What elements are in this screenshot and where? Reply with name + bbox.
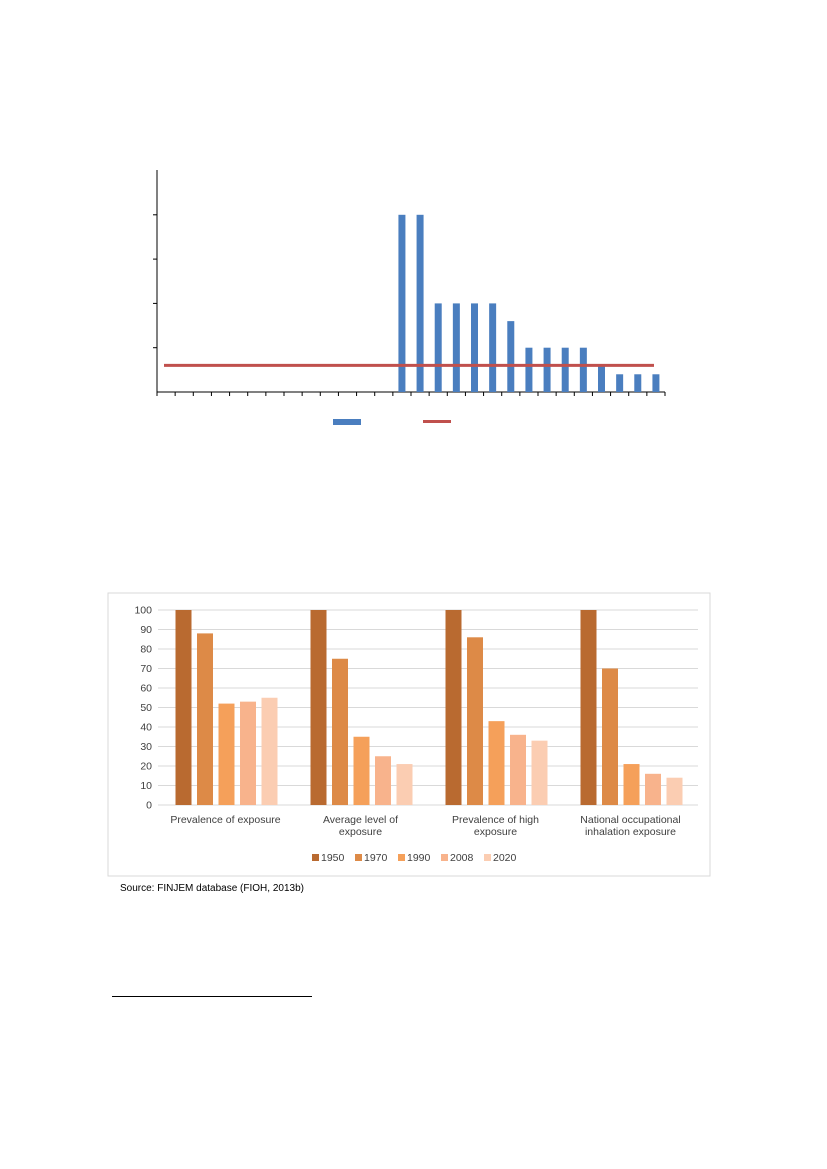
chart-2-y-tick-label: 90 (140, 624, 152, 636)
chart-2-bar (240, 702, 256, 805)
chart-2-bar (602, 669, 618, 806)
chart-2-bar (219, 704, 235, 805)
chart-2-legend-label: 2020 (493, 852, 517, 864)
figure-source-note: Source: FINJEM database (FIOH, 2013b) (120, 883, 304, 894)
chart-2-y-tick-label: 60 (140, 682, 152, 695)
chart-2-y-tick-label: 10 (140, 780, 152, 792)
chart-2-bar (467, 637, 483, 805)
chart-2-bar (624, 764, 640, 805)
chart-2-bar (332, 659, 348, 805)
chart-2-legend-swatch (355, 854, 362, 861)
chart-2-bar (532, 741, 548, 805)
chart-2-bar (581, 610, 597, 805)
chart-2-y-tick-label: 40 (140, 721, 152, 734)
chart-2-bar (354, 737, 370, 805)
footnote-separator (112, 996, 312, 997)
chart-2-category-label: Average level of (322, 814, 399, 826)
chart-2-legend-label: 1950 (321, 852, 345, 864)
chart-2-legend-swatch (398, 854, 405, 861)
chart-2-category-label: exposure (473, 826, 518, 838)
chart-2-category-label: Prevalence of high (452, 814, 539, 826)
chart-2-legend-swatch (441, 854, 448, 861)
chart-2-bar (176, 610, 192, 805)
chart-2-bar (311, 610, 327, 805)
chart-2-category-label: inhalation exposure (584, 826, 677, 838)
chart-2-y-tick-label: 0 (146, 799, 152, 812)
chart-2-y-tick-label: 20 (140, 760, 152, 773)
chart-2-bar (446, 610, 462, 805)
chart-2-bar (645, 774, 661, 805)
chart-2-bar (510, 735, 526, 805)
chart-2-legend-label: 1970 (364, 852, 388, 864)
chart-2-y-tick-label: 30 (140, 741, 152, 753)
chart-2-legend-swatch (484, 854, 491, 861)
chart-2-bar (489, 721, 505, 805)
chart-2-legend-label: 2008 (450, 852, 474, 864)
chart-2-category-label: exposure (338, 826, 383, 838)
chart-2-bar (667, 778, 683, 805)
chart-2-y-tick-label: 70 (140, 663, 152, 675)
chart-2-bar (397, 764, 413, 805)
chart-2-y-tick-label: 80 (140, 643, 152, 656)
chart-2-bar (197, 633, 213, 805)
chart-2-category-label: National occupational (580, 814, 681, 826)
chart-2-bar (262, 698, 278, 805)
chart-2-legend-label: 1990 (407, 852, 431, 864)
chart-2-bar (375, 756, 391, 805)
chart-2-y-tick-label: 50 (140, 702, 152, 714)
chart-2-category-label: Prevalence of exposure (170, 814, 281, 826)
chart-2-y-tick-label: 100 (134, 604, 152, 617)
chart-2-legend-swatch (312, 854, 319, 861)
